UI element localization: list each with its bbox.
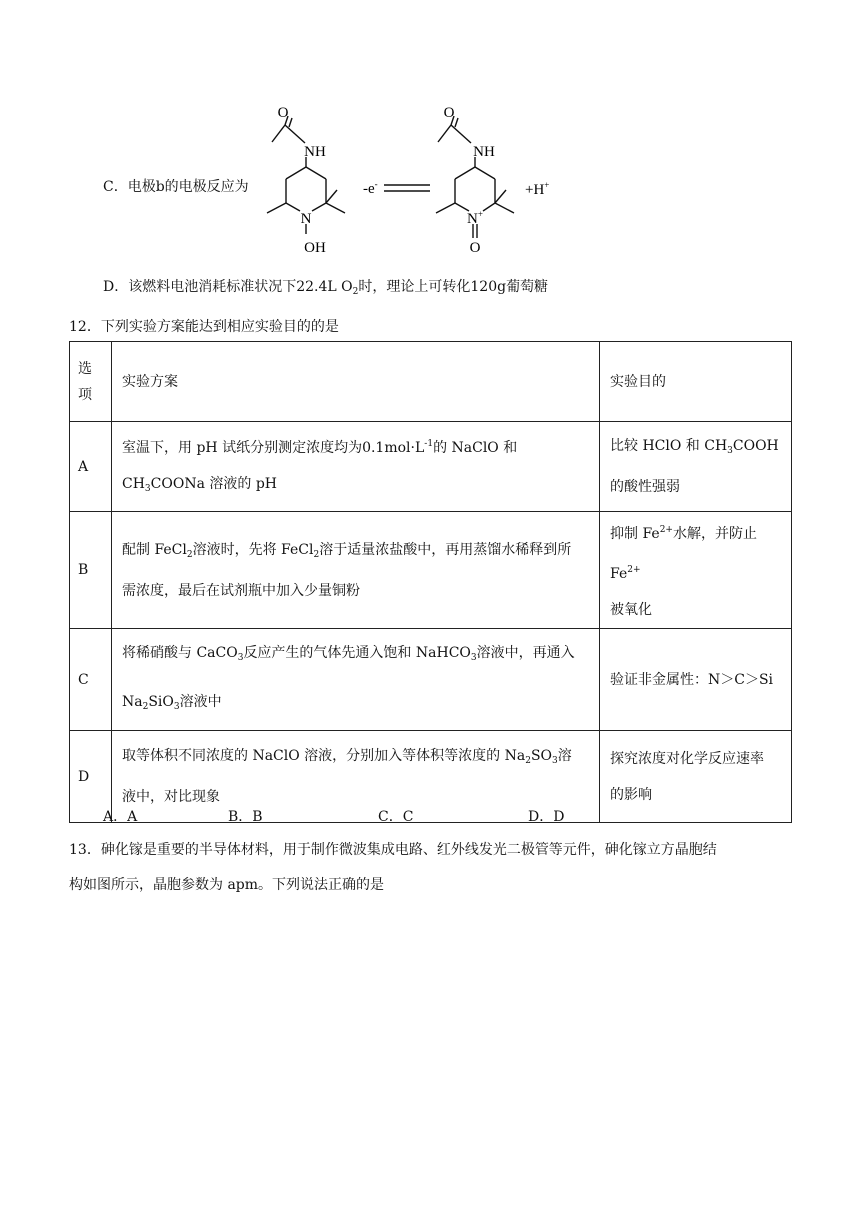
row-c-option: C bbox=[70, 629, 112, 731]
row-c-plan: 将稀硝酸与 CaCO$_3$反应产生的气体先通入饱和 NaHCO$_3$溶液中，再通入 $Na_2SiO_3$溶液中 bbox=[112, 629, 600, 731]
plus-proton: +H+ bbox=[525, 180, 550, 198]
experiment-table bbox=[69, 341, 792, 823]
table-header-row bbox=[70, 342, 792, 422]
product-atom-nplus: N+ bbox=[467, 209, 483, 227]
reactant-atom-oh: OH bbox=[304, 240, 326, 256]
header-option: 选 项 bbox=[70, 342, 112, 422]
choice-a[interactable]: A．A bbox=[103, 809, 138, 825]
reactant-atom-nh: NH bbox=[304, 144, 326, 160]
row-b-plan: 配制 FeCl$_2$溶液时，先将 FeCl$_2$溶于适量浓盐酸中，再用蒸馏水稀释到所 需浓度，最后在试剂瓶中加入少量铜粉 bbox=[112, 512, 600, 629]
choice-c[interactable]: C．C bbox=[378, 809, 414, 825]
product-atom-o: O bbox=[443, 105, 455, 121]
row-d-option: D bbox=[70, 731, 112, 823]
choice-d[interactable]: D．D bbox=[528, 809, 565, 825]
q12-stem: 12．下列实验方案能达到相应实验目的的是 bbox=[69, 319, 339, 335]
minus-electron: -e- bbox=[363, 179, 378, 197]
choice-b[interactable]: B．B bbox=[228, 809, 263, 825]
row-a-option: A bbox=[70, 422, 112, 512]
q13-stem-line1: 13．砷化镓是重要的半导体材料，用于制作微波集成电路、红外线发光二极管等元件，砷化镓立方晶胞结 bbox=[69, 842, 717, 858]
row-d-plan: 取等体积不同浓度的 NaClO 溶液，分别加入等体积等浓度的 $Na_2SO_3$溶 液中，对比现象 bbox=[112, 731, 600, 823]
equals-arrow bbox=[384, 185, 430, 191]
header-plan: 实验方案 bbox=[112, 342, 600, 422]
row-b-purpose: 抑制 $Fe^{2+}$水解，并防止 $Fe^{2+}$ 被氧化 bbox=[600, 512, 792, 629]
q12-choices bbox=[0, 806, 860, 826]
row-c-purpose: 验证非金属性：N＞C＞Si bbox=[600, 629, 792, 731]
table-row-a bbox=[70, 422, 792, 512]
q13-stem-line2: 构如图所示，晶胞参数为 apm。下列说法正确的是 bbox=[69, 877, 385, 893]
table-row-c bbox=[70, 629, 792, 731]
row-d-purpose: 探究浓度对化学反应速率 的影响 bbox=[600, 731, 792, 823]
row-a-plan: 室温下，用 pH 试纸分别测定浓度均为$0.1mol\cdot L^{-1}$的 NaClO 和 $CH_3COONa$ 溶液的 pH bbox=[112, 422, 600, 512]
product-atom-nh: NH bbox=[473, 144, 495, 160]
q11-option-d: D．该燃料电池消耗标准状况下22.4L $O_2$时，理论上可转化120g葡萄糖 bbox=[103, 279, 549, 297]
reactant-atom-o: O bbox=[277, 105, 289, 121]
reaction-equation-figure bbox=[255, 100, 575, 265]
header-purpose: 实验目的 bbox=[600, 342, 792, 422]
q11-option-c-label: C．电极b的电极反应为 bbox=[103, 179, 249, 195]
row-a-purpose: 比较 HClO 和 $CH_3COOH$ 的酸性强弱 bbox=[600, 422, 792, 512]
product-atom-o-bottom: O bbox=[469, 240, 481, 256]
reactant-atom-n: N bbox=[300, 211, 312, 227]
table-row-b bbox=[70, 512, 792, 629]
row-b-option: B bbox=[70, 512, 112, 629]
